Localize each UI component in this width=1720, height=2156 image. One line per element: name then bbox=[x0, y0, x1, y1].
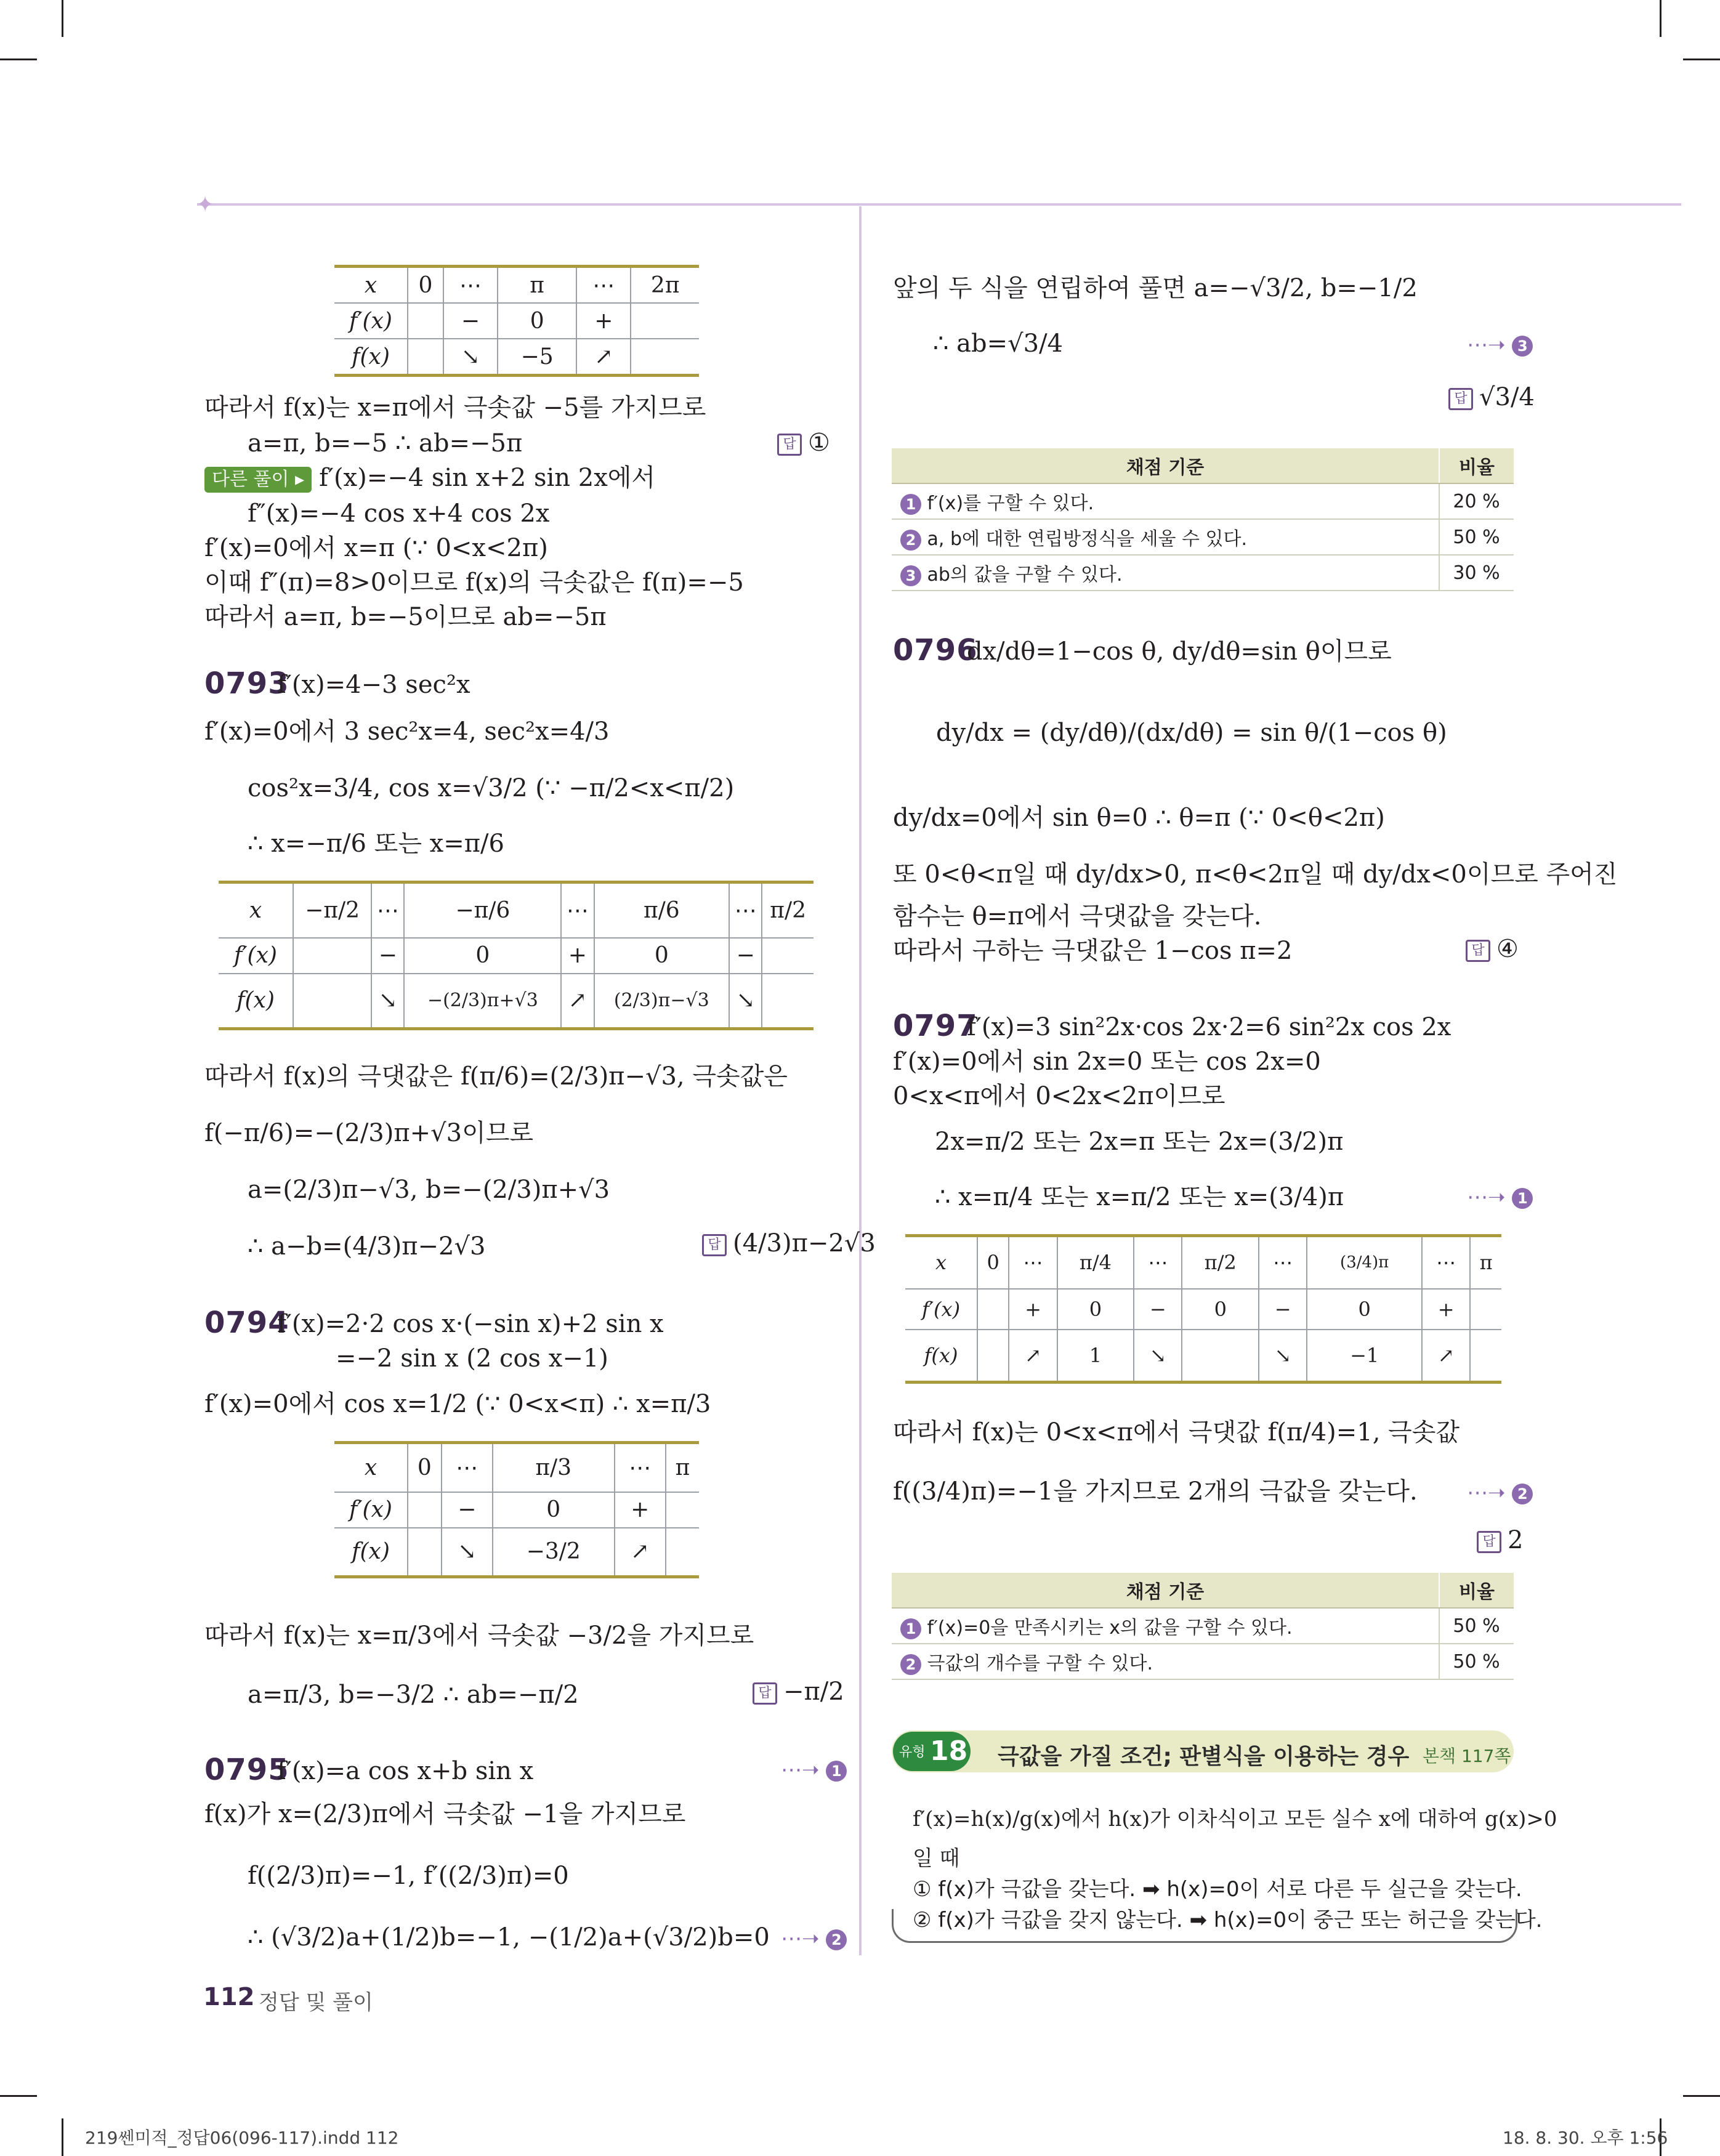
table-cell: 0 bbox=[408, 267, 443, 304]
table-row bbox=[219, 882, 814, 938]
table-cell: x bbox=[334, 267, 408, 304]
marker-arrow: ⋯➝ bbox=[1467, 1185, 1506, 1209]
table-cell: − bbox=[443, 303, 498, 339]
crop-mark bbox=[62, 0, 63, 37]
table-header: 비율 bbox=[1439, 448, 1514, 483]
table-cell: π/4 bbox=[1057, 1236, 1134, 1289]
solution-line: f′(x)=0에서 3 sec²x=4, sec²x=4/3 bbox=[204, 717, 610, 746]
table-cell bbox=[408, 1528, 442, 1577]
table-row bbox=[892, 483, 1514, 519]
table-cell: 50 % bbox=[1439, 519, 1514, 555]
problem-heading: dx/dθ=1−cos θ, dy/dθ=sin θ이므로 bbox=[967, 637, 1392, 666]
table-cell: − bbox=[1259, 1289, 1307, 1330]
table-cell bbox=[1470, 1330, 1501, 1383]
table-cell: ⋯ bbox=[1009, 1236, 1057, 1289]
solution-text: f′(x)=−4 sin x+2 sin 2x에서 bbox=[319, 464, 656, 492]
type-badge bbox=[893, 1732, 971, 1771]
table-cell: + bbox=[576, 303, 631, 339]
solution-line: f′(x)=0에서 cos x=1/2 (∵ 0<x<π) ∴ x=π/3 bbox=[204, 1390, 711, 1418]
table-cell: − bbox=[371, 938, 404, 974]
table-cell: 0 bbox=[493, 1492, 615, 1528]
table-cell: f(x) bbox=[219, 974, 293, 1029]
table-cell: −1 bbox=[1307, 1330, 1422, 1383]
table-cell: ↗ bbox=[576, 339, 631, 376]
column-divider bbox=[859, 206, 862, 1955]
table-row bbox=[892, 519, 1514, 555]
variation-table-4 bbox=[905, 1234, 1501, 1384]
step-number-icon: 2 bbox=[900, 530, 921, 551]
table-cell bbox=[666, 1492, 699, 1528]
marker-arrow: ⋯➝ bbox=[781, 1758, 820, 1782]
table-cell: ↗ bbox=[1422, 1330, 1470, 1383]
step-number-icon: 2 bbox=[1512, 1484, 1533, 1504]
table-cell: π/6 bbox=[594, 882, 730, 938]
type-content-line: ② f(x)가 극값을 갖지 않는다. ➡ h(x)=0이 중근 또는 허근을 갖는다. bbox=[913, 1908, 1543, 1932]
table-row bbox=[905, 1236, 1501, 1289]
table-cell bbox=[1182, 1330, 1259, 1383]
solution-line: ∴ x=π/4 또는 x=π/2 또는 x=(3/4)π bbox=[935, 1183, 1344, 1211]
solution-line: 0<x<π에서 0<2x<2π이므로 bbox=[893, 1082, 1225, 1110]
star-icon: ✦ bbox=[196, 192, 215, 217]
problem-number: 0795 bbox=[204, 1753, 289, 1787]
table-cell bbox=[892, 1644, 1439, 1679]
solution-line: 따라서 f(x)의 극댓값은 f(π/6)=(2/3)π−√3, 극솟값은 bbox=[204, 1062, 788, 1091]
table-cell bbox=[892, 555, 1439, 591]
solution-line: a=(2/3)π−√3, b=−(2/3)π+√3 bbox=[248, 1176, 610, 1204]
solution-line: 따라서 a=π, b=−5이므로 ab=−5π bbox=[204, 603, 607, 631]
crop-mark bbox=[1683, 59, 1720, 60]
solution-line: ∴ (√3/2)a+(1/2)b=−1, −(1/2)a+(√3/2)b=0 bbox=[248, 1923, 770, 1952]
solution-line bbox=[204, 461, 655, 495]
table-cell: 0 bbox=[1307, 1289, 1422, 1330]
table-cell: f′(x) bbox=[334, 303, 408, 339]
table-cell: 1 bbox=[1057, 1330, 1134, 1383]
solution-line: f((2/3)π)=−1, f′((2/3)π)=0 bbox=[248, 1862, 569, 1890]
answer-mark bbox=[1477, 1526, 1523, 1554]
table-cell bbox=[762, 938, 814, 974]
answer-mark bbox=[1466, 935, 1519, 963]
table-cell: ⋯ bbox=[442, 1443, 493, 1492]
table-cell: π/2 bbox=[1182, 1236, 1259, 1289]
solution-line: a=π, b=−5 ∴ ab=−5π bbox=[248, 429, 523, 458]
table-cell: ⋯ bbox=[1134, 1236, 1182, 1289]
criterion-text: f′(x)를 구할 수 있다. bbox=[927, 493, 1094, 514]
table-cell bbox=[408, 339, 443, 376]
table-cell: ↘ bbox=[443, 339, 498, 376]
solution-line: ∴ ab=√3/4 bbox=[933, 329, 1063, 358]
step-number-icon: 1 bbox=[1512, 1188, 1533, 1209]
table-cell bbox=[293, 938, 371, 974]
answer-icon: 답 bbox=[702, 1234, 727, 1256]
table-row bbox=[892, 555, 1514, 591]
crop-mark bbox=[1683, 2095, 1720, 2097]
table-cell bbox=[977, 1330, 1009, 1383]
step-marker bbox=[781, 1758, 847, 1782]
problem-heading: f′(x)=3 sin²2x·cos 2x·2=6 sin²2x cos 2x bbox=[967, 1013, 1452, 1041]
table-cell: 0 bbox=[498, 303, 576, 339]
crop-mark bbox=[62, 2118, 63, 2156]
solution-line: 이때 f″(π)=8>0이므로 f(x)의 극솟값은 f(π)=−5 bbox=[204, 568, 744, 597]
step-number-icon: 1 bbox=[900, 494, 921, 515]
type-reference: 본책 117쪽 bbox=[1423, 1746, 1511, 1766]
solution-line: 앞의 두 식을 연립하여 풀면 a=−√3/2, b=−1/2 bbox=[893, 274, 1418, 302]
table-cell: ↘ bbox=[729, 974, 762, 1029]
problem-number: 0793 bbox=[204, 666, 289, 701]
table-cell: 0 bbox=[1057, 1289, 1134, 1330]
solution-line: cos²x=3/4, cos x=√3/2 (∵ −π/2<x<π/2) bbox=[248, 774, 735, 802]
step-number-icon: 2 bbox=[900, 1654, 921, 1675]
table-cell: ⋯ bbox=[561, 882, 594, 938]
table-row bbox=[334, 1492, 699, 1528]
answer-value: (4/3)π−2√3 bbox=[733, 1229, 876, 1258]
answer-icon: 답 bbox=[1477, 1531, 1501, 1553]
solution-line: 또 0<θ<π일 때 dy/dx>0, π<θ<2π일 때 dy/dx<0이므로 주어진 bbox=[893, 860, 1618, 889]
solution-line: ∴ x=−π/6 또는 x=π/6 bbox=[248, 830, 504, 858]
table-cell: ⋯ bbox=[443, 267, 498, 304]
table-cell: 20 % bbox=[1439, 483, 1514, 519]
criterion-text: a, b에 대한 연립방정식을 세울 수 있다. bbox=[927, 528, 1247, 550]
table-cell: ↗ bbox=[561, 974, 594, 1029]
footer-timestamp: 18. 8. 30. 오후 1:56 bbox=[1503, 2128, 1668, 2148]
table-cell: ⋯ bbox=[576, 267, 631, 304]
solution-line: =−2 sin x (2 cos x−1) bbox=[336, 1344, 608, 1373]
type-content-line: ① f(x)가 극값을 갖는다. ➡ h(x)=0이 서로 다른 두 실근을 갖는다. bbox=[913, 1877, 1522, 1902]
step-number-icon: 1 bbox=[900, 1618, 921, 1639]
table-row bbox=[219, 974, 814, 1029]
table-cell: −π/2 bbox=[293, 882, 371, 938]
alt-solution-badge: 다른 풀이 ▸ bbox=[204, 467, 312, 493]
table-cell: −(2/3)π+√3 bbox=[404, 974, 561, 1029]
table-cell: ↘ bbox=[1134, 1330, 1182, 1383]
marker-arrow: ⋯➝ bbox=[1467, 333, 1506, 357]
table-row bbox=[334, 267, 699, 304]
solution-line: f′(x)=0에서 sin 2x=0 또는 cos 2x=0 bbox=[893, 1048, 1321, 1076]
table-row bbox=[905, 1289, 1501, 1330]
problem-heading: f′(x)=2·2 cos x·(−sin x)+2 sin x bbox=[277, 1310, 664, 1338]
header-rule bbox=[197, 203, 1681, 206]
table-cell bbox=[892, 1608, 1439, 1644]
solution-line: 따라서 구하는 극댓값은 1−cos π=2 bbox=[893, 937, 1293, 965]
table-row bbox=[334, 1443, 699, 1492]
table-row bbox=[334, 339, 699, 376]
solution-line: f″(x)=−4 cos x+4 cos 2x bbox=[248, 499, 550, 528]
table-cell: 0 bbox=[404, 938, 561, 974]
step-marker bbox=[781, 1926, 847, 1951]
variation-table-2 bbox=[219, 881, 814, 1030]
table-header: 채점 기준 bbox=[892, 1573, 1439, 1608]
table-cell: π/3 bbox=[493, 1443, 615, 1492]
solution-line: 따라서 f(x)는 x=π에서 극솟값 −5를 가지므로 bbox=[204, 394, 706, 422]
step-number-icon: 3 bbox=[900, 565, 921, 586]
page-number: 112 bbox=[203, 1983, 255, 2011]
table-cell bbox=[631, 303, 699, 339]
solution-line: 따라서 f(x)는 x=π/3에서 극솟값 −3/2을 가지므로 bbox=[204, 1621, 754, 1650]
table-cell: ↗ bbox=[1009, 1330, 1057, 1383]
criterion-text: ab의 값을 구할 수 있다. bbox=[927, 564, 1123, 586]
table-cell: f′(x) bbox=[905, 1289, 977, 1330]
table-header: 채점 기준 bbox=[892, 448, 1439, 483]
table-cell: π/2 bbox=[762, 882, 814, 938]
step-number-icon: 3 bbox=[1512, 336, 1533, 357]
table-cell: ⋯ bbox=[1422, 1236, 1470, 1289]
table-cell: π bbox=[666, 1443, 699, 1492]
table-cell: ↘ bbox=[371, 974, 404, 1029]
table-cell: ↘ bbox=[442, 1528, 493, 1577]
answer-icon: 답 bbox=[777, 434, 802, 456]
table-cell: − bbox=[729, 938, 762, 974]
solution-line: 2x=π/2 또는 2x=π 또는 2x=(3/2)π bbox=[935, 1128, 1344, 1156]
table-cell bbox=[762, 974, 814, 1029]
answer-value: 2 bbox=[1508, 1526, 1524, 1554]
table-cell: + bbox=[1422, 1289, 1470, 1330]
problem-heading: f′(x)=4−3 sec²x bbox=[277, 671, 470, 699]
table-header: 비율 bbox=[1439, 1573, 1514, 1608]
table-cell: f′(x) bbox=[219, 938, 293, 974]
table-cell: ⋯ bbox=[1259, 1236, 1307, 1289]
solution-line: dy/dx=0에서 sin θ=0 ∴ θ=π (∵ 0<θ<2π) bbox=[893, 804, 1385, 832]
type-badge-number: 18 bbox=[930, 1735, 968, 1767]
answer-icon: 답 bbox=[753, 1682, 777, 1705]
solution-line: f(x)가 x=(2/3)π에서 극솟값 −1을 가지므로 bbox=[204, 1800, 686, 1828]
table-cell bbox=[666, 1528, 699, 1577]
step-marker bbox=[1467, 1185, 1533, 1209]
step-marker bbox=[1467, 1480, 1533, 1505]
table-cell: 0 bbox=[977, 1236, 1009, 1289]
crop-mark bbox=[0, 2095, 37, 2097]
table-cell: ⋯ bbox=[615, 1443, 666, 1492]
table-cell bbox=[293, 974, 371, 1029]
table-cell: 50 % bbox=[1439, 1608, 1514, 1644]
footer-file-info: 219쎈미적_정답06(096-117).indd 112 bbox=[85, 2128, 399, 2148]
problem-heading: f′(x)=a cos x+b sin x bbox=[277, 1757, 534, 1785]
solution-line: f((3/4)π)=−1을 가지므로 2개의 극값을 갖는다. bbox=[893, 1477, 1418, 1506]
solution-line: f(−π/6)=−(2/3)π+√3이므로 bbox=[204, 1119, 534, 1147]
answer-value: −π/2 bbox=[783, 1678, 844, 1706]
solution-line: 함수는 θ=π에서 극댓값을 갖는다. bbox=[893, 902, 1262, 931]
table-cell: f′(x) bbox=[334, 1492, 408, 1528]
table-cell: −3/2 bbox=[493, 1528, 615, 1577]
table-cell bbox=[977, 1289, 1009, 1330]
table-cell: −5 bbox=[498, 339, 576, 376]
table-cell: π bbox=[498, 267, 576, 304]
step-number-icon: 2 bbox=[826, 1929, 847, 1950]
type-content-line: 일 때 bbox=[913, 1846, 960, 1871]
table-cell: + bbox=[1009, 1289, 1057, 1330]
table-cell: 30 % bbox=[1439, 555, 1514, 591]
solution-line: dy/dx = (dy/dθ)/(dx/dθ) = sin θ/(1−cos θ) bbox=[936, 719, 1447, 747]
table-row bbox=[892, 1644, 1514, 1679]
table-cell: π bbox=[1470, 1236, 1501, 1289]
table-cell: ⋯ bbox=[371, 882, 404, 938]
answer-icon: 답 bbox=[1448, 388, 1473, 410]
table-cell: f(x) bbox=[905, 1330, 977, 1383]
table-cell: x bbox=[905, 1236, 977, 1289]
type-title: 극값을 가질 조건; 판별식을 이용하는 경우 bbox=[998, 1744, 1410, 1769]
table-row bbox=[334, 303, 699, 339]
grading-table-2 bbox=[892, 1573, 1514, 1680]
crop-mark bbox=[0, 59, 37, 60]
table-cell: (3/4)π bbox=[1307, 1236, 1422, 1289]
criterion-text: f′(x)=0을 만족시키는 x의 값을 구할 수 있다. bbox=[927, 1617, 1293, 1639]
type-badge-label: 유형 bbox=[899, 1745, 926, 1760]
problem-number: 0794 bbox=[204, 1306, 289, 1340]
answer-icon: 답 bbox=[1466, 940, 1490, 962]
table-cell: 2π bbox=[631, 267, 699, 304]
table-cell: − bbox=[442, 1492, 493, 1528]
solution-line: f′(x)=0에서 x=π (∵ 0<x<2π) bbox=[204, 534, 548, 562]
step-number-icon: 1 bbox=[826, 1761, 847, 1782]
table-cell bbox=[892, 519, 1439, 555]
table-cell: −π/6 bbox=[404, 882, 561, 938]
variation-table-1 bbox=[334, 265, 699, 377]
table-row bbox=[219, 938, 814, 974]
type-box-border bbox=[892, 1909, 1517, 1943]
answer-mark bbox=[753, 1678, 844, 1706]
table-cell: 0 bbox=[408, 1443, 442, 1492]
table-cell: 0 bbox=[1182, 1289, 1259, 1330]
table-cell bbox=[408, 1492, 442, 1528]
table-cell: − bbox=[1134, 1289, 1182, 1330]
solution-line: a=π/3, b=−3/2 ∴ ab=−π/2 bbox=[248, 1681, 579, 1709]
page-label: 정답 및 풀이 bbox=[259, 1990, 373, 2015]
table-row bbox=[892, 448, 1514, 483]
table-cell: x bbox=[334, 1443, 408, 1492]
table-cell: 50 % bbox=[1439, 1644, 1514, 1679]
table-cell: (2/3)π−√3 bbox=[594, 974, 730, 1029]
step-marker bbox=[1467, 333, 1533, 357]
answer-value: ① bbox=[808, 429, 830, 457]
table-cell: x bbox=[219, 882, 293, 938]
solution-line: ∴ a−b=(4/3)π−2√3 bbox=[248, 1232, 486, 1261]
type-content-line: f′(x)=h(x)/g(x)에서 h(x)가 이차식이고 모든 실수 x에 대하여 g(x)>0 bbox=[913, 1807, 1557, 1831]
problem-number: 0796 bbox=[893, 633, 978, 668]
answer-mark bbox=[777, 429, 830, 457]
problem-number: 0797 bbox=[893, 1009, 978, 1043]
table-cell: ⋯ bbox=[729, 882, 762, 938]
table-cell: + bbox=[561, 938, 594, 974]
table-cell: 0 bbox=[594, 938, 730, 974]
table-cell: f(x) bbox=[334, 339, 408, 376]
table-cell: ↗ bbox=[615, 1528, 666, 1577]
table-cell: + bbox=[615, 1492, 666, 1528]
table-row bbox=[892, 1573, 1514, 1608]
answer-mark bbox=[702, 1229, 876, 1258]
variation-table-3 bbox=[334, 1441, 699, 1578]
answer-mark bbox=[1448, 383, 1535, 411]
marker-arrow: ⋯➝ bbox=[1467, 1480, 1506, 1505]
table-cell bbox=[631, 339, 699, 376]
table-cell bbox=[408, 303, 443, 339]
solution-line: 따라서 f(x)는 0<x<π에서 극댓값 f(π/4)=1, 극솟값 bbox=[893, 1418, 1460, 1447]
answer-value: √3/4 bbox=[1479, 383, 1535, 411]
crop-mark bbox=[1660, 0, 1661, 37]
table-row bbox=[905, 1330, 1501, 1383]
table-row bbox=[892, 1608, 1514, 1644]
table-row bbox=[334, 1528, 699, 1577]
grading-table-1 bbox=[892, 448, 1514, 591]
table-cell bbox=[1470, 1289, 1501, 1330]
answer-value: ④ bbox=[1496, 935, 1519, 963]
table-cell: f(x) bbox=[334, 1528, 408, 1577]
table-cell: ↘ bbox=[1259, 1330, 1307, 1383]
marker-arrow: ⋯➝ bbox=[781, 1926, 820, 1951]
table-cell bbox=[892, 483, 1439, 519]
criterion-text: 극값의 개수를 구할 수 있다. bbox=[927, 1653, 1153, 1674]
